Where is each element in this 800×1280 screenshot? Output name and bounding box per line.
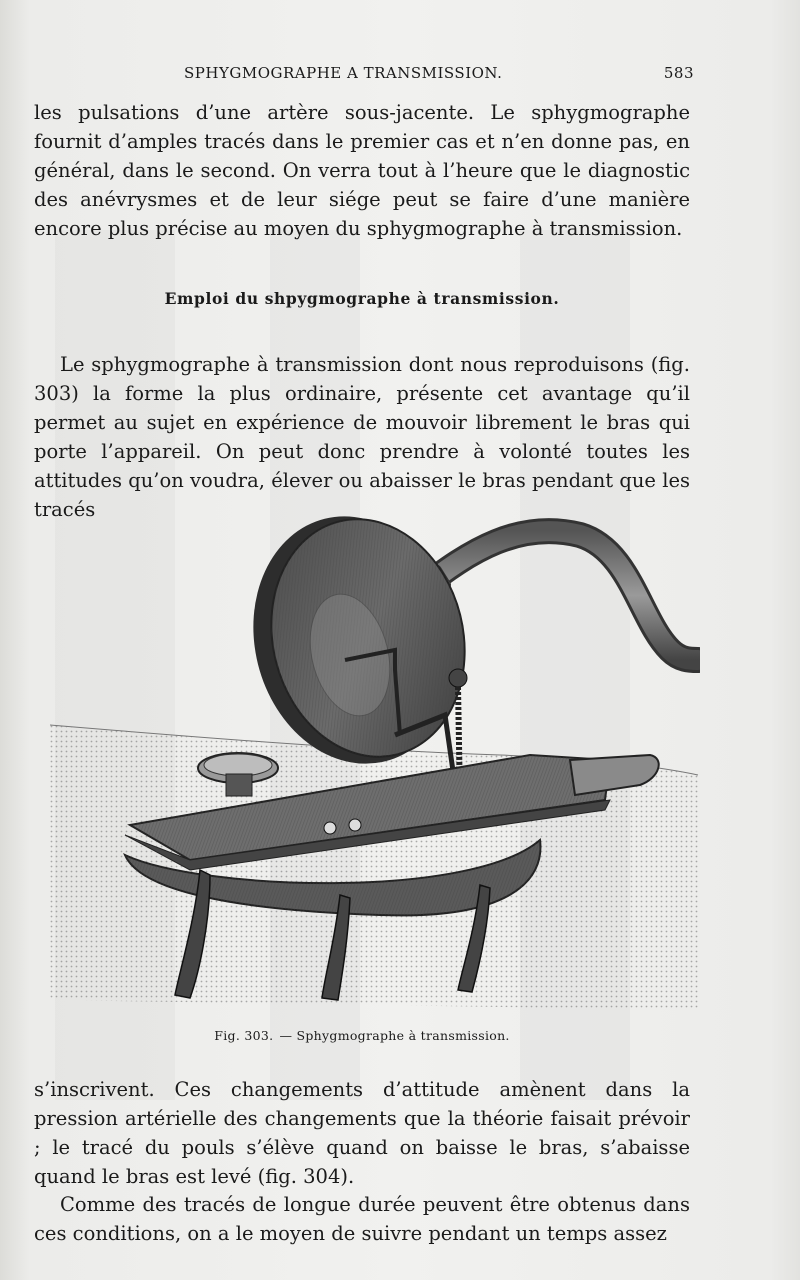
paragraph-2: Le sphygmographe à transmission dont nous reproduisons (fig. 303) la forme la plus ordinaire, présente cet avantage qu’il permet au sujet en expérience de mouvoir librement le bras qui porte l’appareil. On peut donc prendre à volonté toutes les attitudes qu’on voudra, élever ou abaisser le bras pendant que les tracés [34, 353, 690, 521]
running-title: SPHYGMOGRAPHE A TRANSMISSION. [184, 64, 503, 82]
running-header [34, 64, 694, 88]
figure-caption [34, 1028, 690, 1043]
section-title: Emploi du shpygmographe à transmission. [164, 289, 560, 308]
paragraph-4: Comme des tracés de longue durée peuvent être obtenus dans ces conditions, on a le moyen de suivre pendant un temps assez [34, 1193, 690, 1245]
figure-caption-text: — Sphygmographe à transmission. [279, 1028, 510, 1043]
sphygmograph-engraving [50, 510, 700, 1020]
paragraph-1: les pulsations d’une artère sous-jacente. Le sphygmographe fournit d’amples tracés dans le premier cas et n’en donne pas, en général, dans le second. On verra tout à l’heure que le diagnostic des anévrysmes et de leur siége peut se faire d’une manière encore plus précise au moyen du sphygmographe à transmission. [34, 101, 690, 240]
paragraph-3: s’inscrivent. Ces changements d’attitude amènent dans la pression artérielle des changements que la théorie faisait prévoir ; le tracé du pouls s’élève quand on baisse le bras, s’abaisse quand le bras est levé (fig. 304). [34, 1078, 690, 1188]
figure-label: Fig. 303. [214, 1028, 274, 1043]
page-number: 583 [663, 64, 694, 82]
figure-303 [50, 510, 700, 1020]
